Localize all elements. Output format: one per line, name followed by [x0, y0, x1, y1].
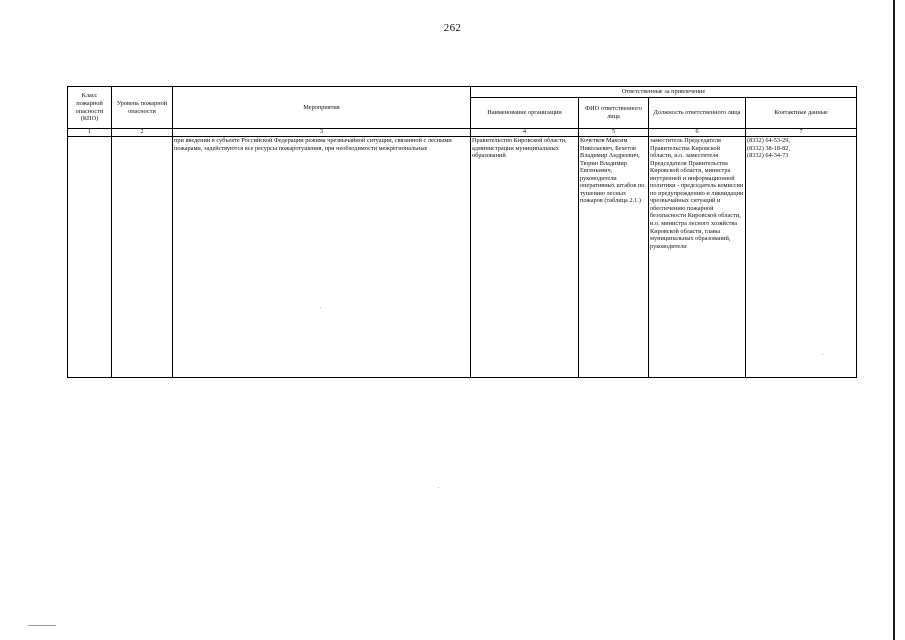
position-text: заместитель Председателя Правительства Кировской области, и.о. заместителя Председателя Правительства Кировской области, министра внутренней и информационной политики - председатель комиссии по предупреждению и ликвидации чрезвычайных ситуаций и обеспечению пожарной безопасности Кировской области, и.о. министра лесного хозяйства Кировской области, главы муниципальных образований, руководители: [650, 137, 744, 250]
scan-speck: [822, 354, 823, 355]
column-number: 2: [112, 129, 173, 137]
header-fio: ФИО ответственного лица: [579, 98, 649, 129]
organization-text: Правительство Кировской области, администрации муниципальных образований: [472, 137, 567, 160]
header-measures: Мероприятия: [173, 87, 471, 129]
header-level: Уровень пожарной опасности: [112, 87, 173, 129]
measures-text: при введении в субъекте Российской Федерации режима чрезвычайной ситуации, связанной с лесными пожарами, задействуются все ресурсы пожаротушения, при необходимости межрегиональные: [174, 137, 452, 152]
page-number: 262: [443, 22, 462, 34]
fio-text: Кочетков Максим Николаевич, Бехетов Владимир Андреевич, Тюрин Владимир Евгеньевич, руководители оперативных штабов по тушению лесных пожаров (таблица 2.1.): [580, 137, 645, 205]
header-position: Должность ответственного лица: [649, 98, 746, 129]
fire-measures-table: [67, 86, 857, 378]
column-number: 5: [579, 129, 649, 137]
phone-number: (8332) 64-53-29,: [747, 137, 791, 144]
cell-kpo: [68, 137, 112, 378]
column-number: 4: [471, 129, 579, 137]
column-number: 3: [173, 129, 471, 137]
column-number: 6: [649, 129, 746, 137]
cell-position: [649, 137, 746, 378]
cell-contacts: [746, 137, 857, 378]
header-kpo: Класс пожарной опасности (КПО): [68, 87, 112, 129]
column-number: 7: [746, 129, 857, 137]
column-numbers-row: [68, 129, 857, 137]
header-organization: Наименование организации: [471, 98, 579, 129]
scan-speck: [438, 487, 439, 488]
page-edge-line: [893, 0, 895, 640]
cell-organization: [471, 137, 579, 378]
phone-list: [747, 137, 855, 160]
phone-number: (8332) 38-18-82,: [747, 144, 791, 152]
cell-fio: [579, 137, 649, 378]
header-contacts: Контактные данные: [746, 98, 857, 129]
header-responsible-group: Ответственные за привлечение: [471, 87, 857, 98]
scan-footer-mark: [28, 625, 56, 626]
scan-speck: [320, 307, 321, 308]
cell-level: [112, 137, 173, 378]
phone-number: (8332) 64-34-73: [747, 152, 789, 160]
position-clip: [650, 137, 744, 377]
table-row: [68, 137, 857, 378]
column-number: 1: [68, 129, 112, 137]
cell-measures: [173, 137, 471, 378]
